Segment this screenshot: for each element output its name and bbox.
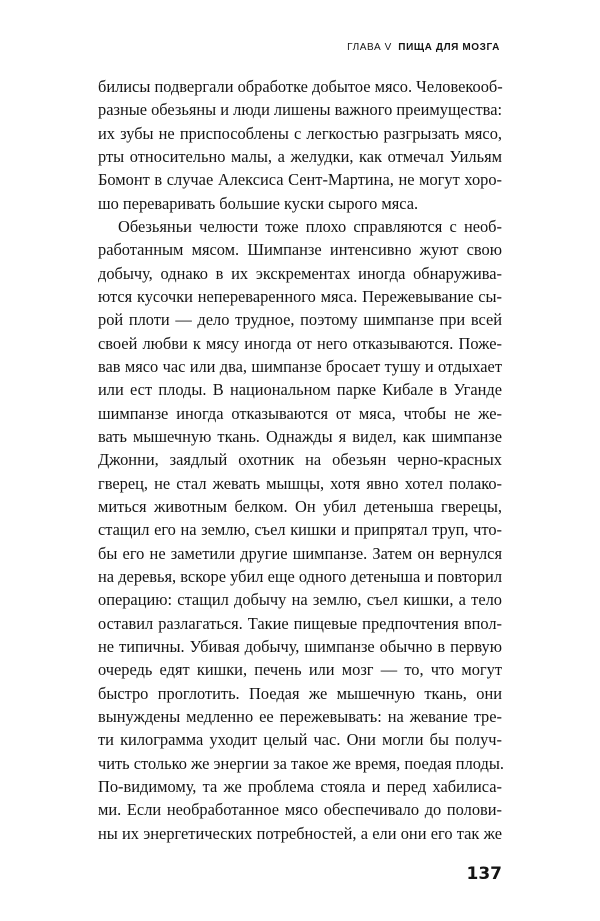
running-head bbox=[347, 42, 500, 53]
page-number: 137 bbox=[466, 864, 502, 884]
text-line: разные обезьяны и люди лишены важного преимущества: bbox=[98, 100, 503, 120]
text-line: на деревья, вскоре убил еще одного детеныша и повторил bbox=[98, 566, 502, 586]
text-line: По-видимому, та же проблема стояла и перед хабилиса- bbox=[98, 776, 502, 796]
text-line: миться животным белком. Он убил детеныша гверецы, bbox=[98, 496, 502, 516]
text-line: быстро проглотить. Поедая же мышечную ткань, они bbox=[98, 683, 502, 703]
text-line: шо переваривать большие куски сырого мяса. bbox=[98, 193, 419, 213]
text-line: вав мясо час или два, шимпанзе бросает тушу и отдыхает bbox=[98, 356, 502, 376]
text-line: работанным мясом. Шимпанзе интенсивно жуют свою bbox=[98, 240, 502, 260]
text-line: чить столько же энергии за такое же время, поедая плоды. bbox=[98, 753, 504, 773]
chapter-title: ПИЩА ДЛЯ МОЗГА bbox=[398, 42, 500, 53]
text-line: добычу, однако в их экскрементах иногда обнаружива- bbox=[98, 263, 502, 283]
paragraph-first-line: Обезьяньи челюсти тоже плохо справляются с необ- bbox=[118, 216, 502, 236]
text-line: ются кусочки непереваренного мяса. Пережевывание сы- bbox=[98, 286, 502, 306]
text-line: шимпанзе иногда отказываются от мяса, чтобы не же- bbox=[98, 403, 502, 423]
chapter-label: ГЛАВА V bbox=[347, 42, 392, 53]
text-line: очередь едят кишки, печень или мозг — то, что могут bbox=[98, 660, 502, 680]
text-line: ти килограмма уходит целый час. Они могли бы получ- bbox=[98, 730, 502, 750]
text-line: вынуждены медленно ее пережевывать: на жевание тре- bbox=[98, 706, 502, 726]
text-line: Бомонт в случае Алексиса Сент-Мартина, не могут хоро- bbox=[98, 170, 502, 190]
text-line: стащил его на землю, съел кишки и припрятал труп, что- bbox=[98, 520, 502, 540]
text-line: ны их энергетических потребностей, а ели они его так же bbox=[98, 823, 502, 843]
text-line: своей любви к мясу иногда от него отказываются. Поже- bbox=[98, 333, 502, 353]
text-line: их зубы не приспособлены с легкостью разгрызать мясо, bbox=[98, 123, 502, 143]
body-text bbox=[98, 75, 502, 845]
text-line: или ест плоды. В национальном парке Кибале в Уганде bbox=[98, 380, 502, 400]
text-line: билисы подвергали обработке добытое мясо. Человекооб- bbox=[98, 77, 503, 96]
text-line: рты относительно малы, а желудки, как отмечал Уильям bbox=[98, 146, 502, 166]
text-line: гверец, не стал жевать мышцы, хотя явно хотел полако- bbox=[98, 473, 502, 493]
text-line: рой плоти — дело трудное, поэтому шимпанзе при всей bbox=[98, 310, 502, 330]
text-line: оставил разлагаться. Такие пищевые предпочтения впол- bbox=[98, 613, 502, 633]
text-line: вать мышечную ткань. Однажды я видел, как шимпанзе bbox=[98, 426, 502, 446]
text-line: бы его не заметили другие шимпанзе. Затем он вернулся bbox=[98, 543, 502, 563]
text-line: Джонни, заядлый охотник на обезьян черно-красных bbox=[98, 450, 502, 470]
text-line: ми. Если необработанное мясо обеспечивало до полови- bbox=[98, 800, 502, 820]
text-line: операцию: стащил добычу на землю, съел кишки, а тело bbox=[98, 590, 502, 610]
text-line: не типичны. Убивая добычу, шимпанзе обычно в первую bbox=[98, 636, 502, 656]
